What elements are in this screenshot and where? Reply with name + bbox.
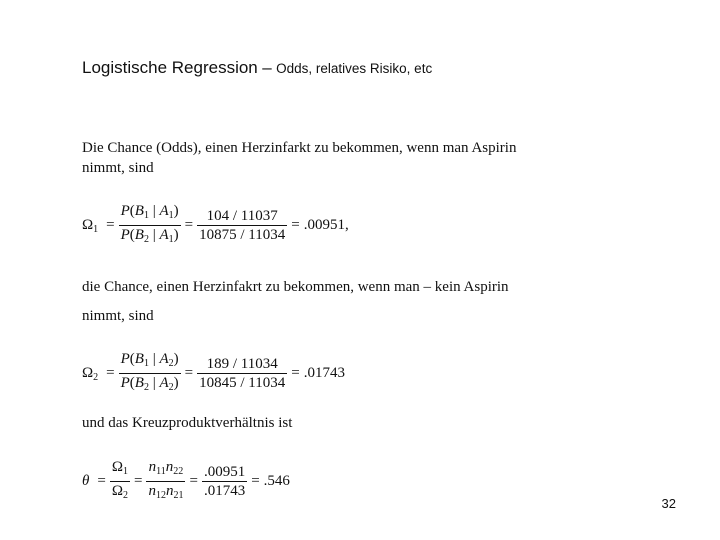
theta-value-fraction: $\frac{.00951}{.01743}$ [203,464,246,499]
omega-2-count-fraction: $\frac{189 / 11034}{10845 / 11034}$ [199,356,286,391]
equation-omega-2: $\Omega_2$ = $\frac{P(B_1 | A_2)}{P(B_2 | A_2)}$ = $\frac{189 / 11034}{10845 / 11034}$ = .01743 [82,350,349,397]
theta-symbol: θ [82,473,90,489]
title-dash: – [262,58,272,77]
paragraph-1-line-1: Die Chance (Odds), einen Herzinfarkt zu bekommen, wenn man Aspirin [82,140,517,156]
theta-omega-fraction: $\frac{\Omega_1}{\Omega_2}$ [111,459,128,501]
paragraph-2-line-2: nimmt, sind [82,308,154,324]
slide-title [82,58,432,78]
title-main: Logistische Regression [82,58,258,77]
omega-1-probability-fraction: $\frac{P(B_1 | A_1)}{P(B_2 | A_1)}$ [120,203,179,245]
omega-2-probability-fraction: $\frac{P(B_1 | A_2)}{P(B_2 | A_2)}$ [120,351,179,393]
theta-count-fraction: $\frac{n_{11}n_{22}}{n_{12}n_{21}}$ [148,459,184,501]
theta-result: .546 [263,473,290,489]
omega-2-symbol: $\Omega_2$ [82,364,99,383]
paragraph-2-line-1: die Chance, einen Herzinfakrt zu bekommen, wenn man – kein Aspirin [82,279,509,295]
paragraph-3: und das Kreuzproduktverhältnis ist [82,415,293,431]
omega-1-count-fraction: $\frac{104 / 11037}{10875 / 11034}$ [199,208,286,243]
equation-omega-1: $\Omega_1$ = $\frac{P(B_1 | A_1)}{P(B_2 | A_1)}$ = $\frac{104 / 11037}{10875 / 11034}$ = .00951, [82,202,353,249]
omega-1-symbol: $\Omega_1$ [82,216,99,235]
paragraph-1-line-2: nimmt, sind [82,160,154,176]
equation-theta: θ = $\frac{\Omega_1}{\Omega_2}$ = $\frac{n_{11}n_{22}}{n_{12}n_{21}}$ = $\frac{.00951}{.01743}$ = .546 [82,458,294,505]
omega-2-result: .01743 [303,365,345,381]
omega-1-result: .00951, [303,217,349,233]
page-number: 32 [661,496,676,511]
title-subtitle: Odds, relatives Risiko, etc [276,61,433,76]
